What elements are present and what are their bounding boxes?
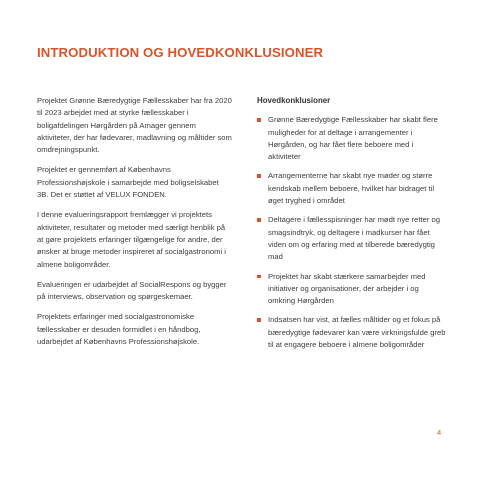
- square-bullet-icon: [257, 218, 261, 222]
- conclusion-item: [257, 214, 447, 263]
- square-bullet-icon: [257, 118, 261, 122]
- intro-column: [37, 95, 232, 356]
- conclusions-list: [257, 114, 447, 351]
- conclusion-item: [257, 314, 447, 351]
- conclusion-text: Grønne Bæredygtige Fællesskaber har skabt flere muligheder for at deltage i arrangementer i Hørgården, og har fået flere beboere med i aktiviteter: [268, 115, 438, 162]
- intro-paragraph: Evalueringen er udarbejdet af SocialRespons og bygger på interviews, observation og spørgeskemaer.: [37, 279, 227, 302]
- intro-paragraph: I denne evalueringsrapport fremlægger vi projektets aktiviteter, resultater og metoder med særligt henblik på at gøre projektets erfaringer tilgængelige for andre, der ønsker at bruge metoder inspireret af socialgastronomi i almene boligområder.: [37, 210, 226, 269]
- conclusion-item: [257, 271, 447, 308]
- square-bullet-icon: [257, 318, 261, 322]
- conclusion-item: [257, 170, 447, 207]
- conclusion-text: Projektet har skabt stærkere samarbejder med initiativer og organisationer, der arbejder i og omkring Hørgården: [268, 271, 426, 306]
- conclusion-item: [257, 114, 447, 163]
- conclusion-text: Indsatsen har vist, at fælles måltider og et fokus på bæredygtige fødevarer kan være virkningsfulde greb til at engagere beboere i almene boligområder: [268, 315, 446, 350]
- intro-paragraph: Projektet er gennemført af Københavns Professionshøjskole i samarbejde med boligselskabet 3B. Det er støttet af VELUX FONDEN.: [37, 165, 219, 200]
- intro-paragraph: Projektets erfaringer med socialgastronomiske fællesskaber er desuden formidlet i en håndbog, udarbejdet af Københavns Professionshøjskole.: [37, 312, 201, 347]
- conclusions-title: Hovedkonklusioner: [257, 96, 331, 105]
- conclusion-text: Deltagere i fællesspisninger har mødt nye retter og smagsindtryk, og deltagere i madkurser har fået viden om og erfaring med at tilberede bæredygtig mad: [268, 215, 440, 262]
- page-number: 4: [437, 428, 442, 437]
- square-bullet-icon: [257, 174, 261, 178]
- conclusion-text: Arrangementerne har skabt nye møder og større kendskab mellem beboere, hvilket har bidraget til øget tryghed i området: [268, 171, 435, 206]
- intro-paragraph: Projektet Grønne Bæredygtige Fællesskaber har fra 2020 til 2023 arbejdet med at styrke fællesskaber i boligafdelingen Hørgården på Amager gennem aktiviteter, der har fødevarer, madlavning og måltider som omdrejningspunkt.: [37, 96, 232, 155]
- conclusions-box: [257, 95, 447, 358]
- square-bullet-icon: [257, 275, 261, 279]
- page-title: INTRODUKTION OG HOVEDKONKLUSIONER: [37, 45, 324, 60]
